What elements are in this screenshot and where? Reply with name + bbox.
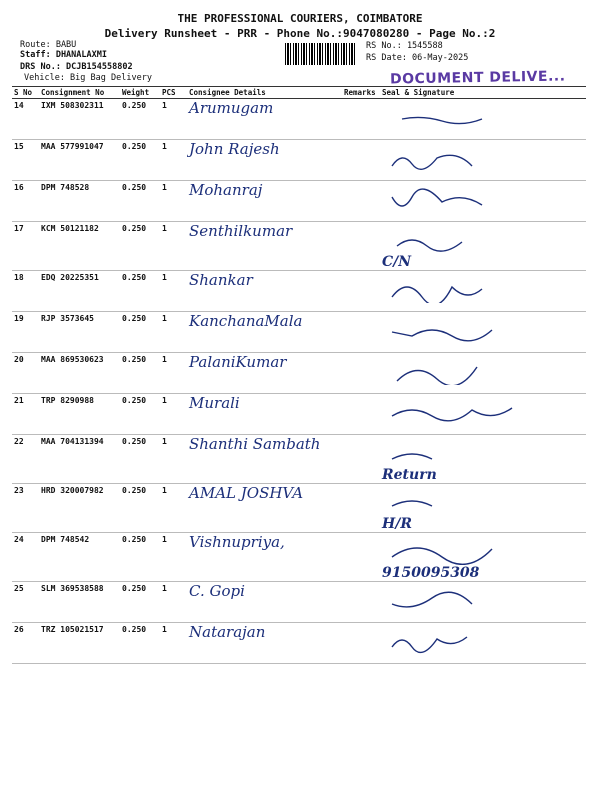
sno-cell: 17 [12, 222, 39, 271]
signature-cell [380, 99, 586, 140]
signature-scribble [382, 629, 522, 655]
sno-cell: 26 [12, 623, 39, 664]
table-row [12, 99, 586, 140]
signature-cell [380, 222, 586, 271]
remarks-cell [342, 533, 380, 582]
signature-text: 9150095308 [382, 565, 480, 581]
weight-cell: 0.250 [120, 222, 160, 271]
remarks-cell [342, 623, 380, 664]
table-row [12, 312, 586, 353]
sno-cell: 25 [12, 582, 39, 623]
sno-cell: 20 [12, 353, 39, 394]
signature-scribble [382, 588, 522, 614]
col-consignment: Consignment No [39, 87, 120, 99]
pcs-cell: 1 [160, 140, 187, 181]
table-header-row [12, 87, 586, 99]
sno-cell: 24 [12, 533, 39, 582]
drs-label: DRS No.: DCJB154558802 [20, 62, 133, 72]
delivery-stamp: DOCUMENT DELIVE... [389, 68, 566, 88]
signature-text: H/R [382, 516, 412, 532]
consignee-cell: Vishnupriya, [187, 533, 342, 582]
signature-cell [380, 271, 586, 312]
consignment-cell: KCM 50121182 [39, 222, 120, 271]
weight-cell: 0.250 [120, 353, 160, 394]
consignee-cell: Shanthi Sambath [187, 435, 342, 484]
signature-cell [380, 312, 586, 353]
runsheet-table [12, 86, 586, 664]
consignee-cell: AMAL JOSHVA [187, 484, 342, 533]
table-row [12, 222, 586, 271]
weight-cell: 0.250 [120, 140, 160, 181]
remarks-cell [342, 484, 380, 533]
weight-cell: 0.250 [120, 623, 160, 664]
consignee-cell: Arumugam [187, 99, 342, 140]
sno-cell: 22 [12, 435, 39, 484]
runsheet-subtitle: Delivery Runsheet - PRR - Phone No.:9047080280 - Page No.:2 [104, 27, 496, 40]
pcs-cell: 1 [160, 484, 187, 533]
sno-cell: 23 [12, 484, 39, 533]
table-row [12, 435, 586, 484]
signature-cell [380, 394, 586, 435]
consignee-cell: Murali [187, 394, 342, 435]
signature-scribble [382, 539, 522, 565]
consignment-cell: RJP 3573645 [39, 312, 120, 353]
pcs-cell: 1 [160, 394, 187, 435]
table-row [12, 582, 586, 623]
sno-cell: 18 [12, 271, 39, 312]
consignee-cell: C. Gopi [187, 582, 342, 623]
consignee-cell: KanchanaMala [187, 312, 342, 353]
consignment-cell: MAA 869530623 [39, 353, 120, 394]
col-pcs: PCS [160, 87, 187, 99]
consignee-cell: Senthilkumar [187, 222, 342, 271]
consignment-cell: IXM 508302311 [39, 99, 120, 140]
remarks-cell [342, 140, 380, 181]
signature-text: Return [382, 467, 437, 483]
route-label: Route: BABU [20, 40, 77, 50]
weight-cell: 0.250 [120, 181, 160, 222]
remarks-cell [342, 271, 380, 312]
consignee-cell: Natarajan [187, 623, 342, 664]
table-row [12, 271, 586, 312]
remarks-cell [342, 582, 380, 623]
signature-scribble [382, 228, 522, 254]
table-row [12, 623, 586, 664]
remarks-cell [342, 222, 380, 271]
table-row [12, 181, 586, 222]
consignment-cell: HRD 320007982 [39, 484, 120, 533]
sno-cell: 15 [12, 140, 39, 181]
pcs-cell: 1 [160, 181, 187, 222]
sno-cell: 16 [12, 181, 39, 222]
rs-number: RS No.: 1545588 [366, 41, 443, 51]
signature-scribble [382, 277, 522, 303]
signature-cell [380, 582, 586, 623]
col-consignee: Consignee Details [187, 87, 342, 99]
vehicle-label: Vehicle: Big Bag Delivery [24, 73, 152, 83]
table-row [12, 394, 586, 435]
signature-cell [380, 623, 586, 664]
signature-cell [380, 484, 586, 533]
signature-scribble [382, 146, 522, 172]
weight-cell: 0.250 [120, 582, 160, 623]
table-row [12, 353, 586, 394]
pcs-cell: 1 [160, 582, 187, 623]
col-remarks: Remarks [342, 87, 380, 99]
signature-cell [380, 533, 586, 582]
consignment-cell: EDQ 20225351 [39, 271, 120, 312]
sno-cell: 19 [12, 312, 39, 353]
consignee-cell: Shankar [187, 271, 342, 312]
col-signature: Seal & Signature [380, 87, 586, 99]
pcs-cell: 1 [160, 222, 187, 271]
staff-label: Staff: DHANALAXMI [20, 50, 107, 60]
sno-cell: 14 [12, 99, 39, 140]
weight-cell: 0.250 [120, 312, 160, 353]
table-row [12, 140, 586, 181]
weight-cell: 0.250 [120, 435, 160, 484]
signature-cell [380, 140, 586, 181]
consignment-cell: DPM 748542 [39, 533, 120, 582]
weight-cell: 0.250 [120, 394, 160, 435]
signature-scribble [382, 359, 522, 385]
pcs-cell: 1 [160, 533, 187, 582]
consignee-cell: Mohanraj [187, 181, 342, 222]
sno-cell: 21 [12, 394, 39, 435]
consignment-cell: TRZ 105021517 [39, 623, 120, 664]
remarks-cell [342, 99, 380, 140]
table-row [12, 484, 586, 533]
table-body [12, 99, 586, 664]
signature-cell [380, 181, 586, 222]
consignment-cell: TRP 8290988 [39, 394, 120, 435]
consignment-cell: DPM 748528 [39, 181, 120, 222]
remarks-cell [342, 435, 380, 484]
pcs-cell: 1 [160, 271, 187, 312]
remarks-cell [342, 394, 380, 435]
remarks-cell [342, 353, 380, 394]
pcs-cell: 1 [160, 435, 187, 484]
consignment-cell: MAA 704131394 [39, 435, 120, 484]
signature-scribble [382, 105, 522, 131]
barcode [285, 43, 357, 65]
remarks-cell [342, 312, 380, 353]
signature-scribble [382, 318, 522, 344]
pcs-cell: 1 [160, 353, 187, 394]
pcs-cell: 1 [160, 312, 187, 353]
remarks-cell [342, 181, 380, 222]
signature-scribble [382, 187, 522, 213]
signature-scribble [382, 490, 522, 516]
company-title: THE PROFESSIONAL COURIERS, COIMBATORE [177, 12, 423, 25]
rs-date: RS Date: 06-May-2025 [366, 53, 469, 63]
signature-cell [380, 353, 586, 394]
pcs-cell: 1 [160, 99, 187, 140]
pcs-cell: 1 [160, 623, 187, 664]
col-weight: Weight [120, 87, 160, 99]
signature-scribble [382, 400, 522, 426]
consignee-cell: PalaniKumar [187, 353, 342, 394]
consignment-cell: MAA 577991047 [39, 140, 120, 181]
weight-cell: 0.250 [120, 533, 160, 582]
signature-text: C/N [382, 254, 412, 270]
weight-cell: 0.250 [120, 99, 160, 140]
weight-cell: 0.250 [120, 484, 160, 533]
col-sno: S No [12, 87, 39, 99]
signature-cell [380, 435, 586, 484]
consignee-cell: John Rajesh [187, 140, 342, 181]
table-row [12, 533, 586, 582]
consignment-cell: SLM 369538588 [39, 582, 120, 623]
weight-cell: 0.250 [120, 271, 160, 312]
signature-scribble [382, 441, 522, 467]
